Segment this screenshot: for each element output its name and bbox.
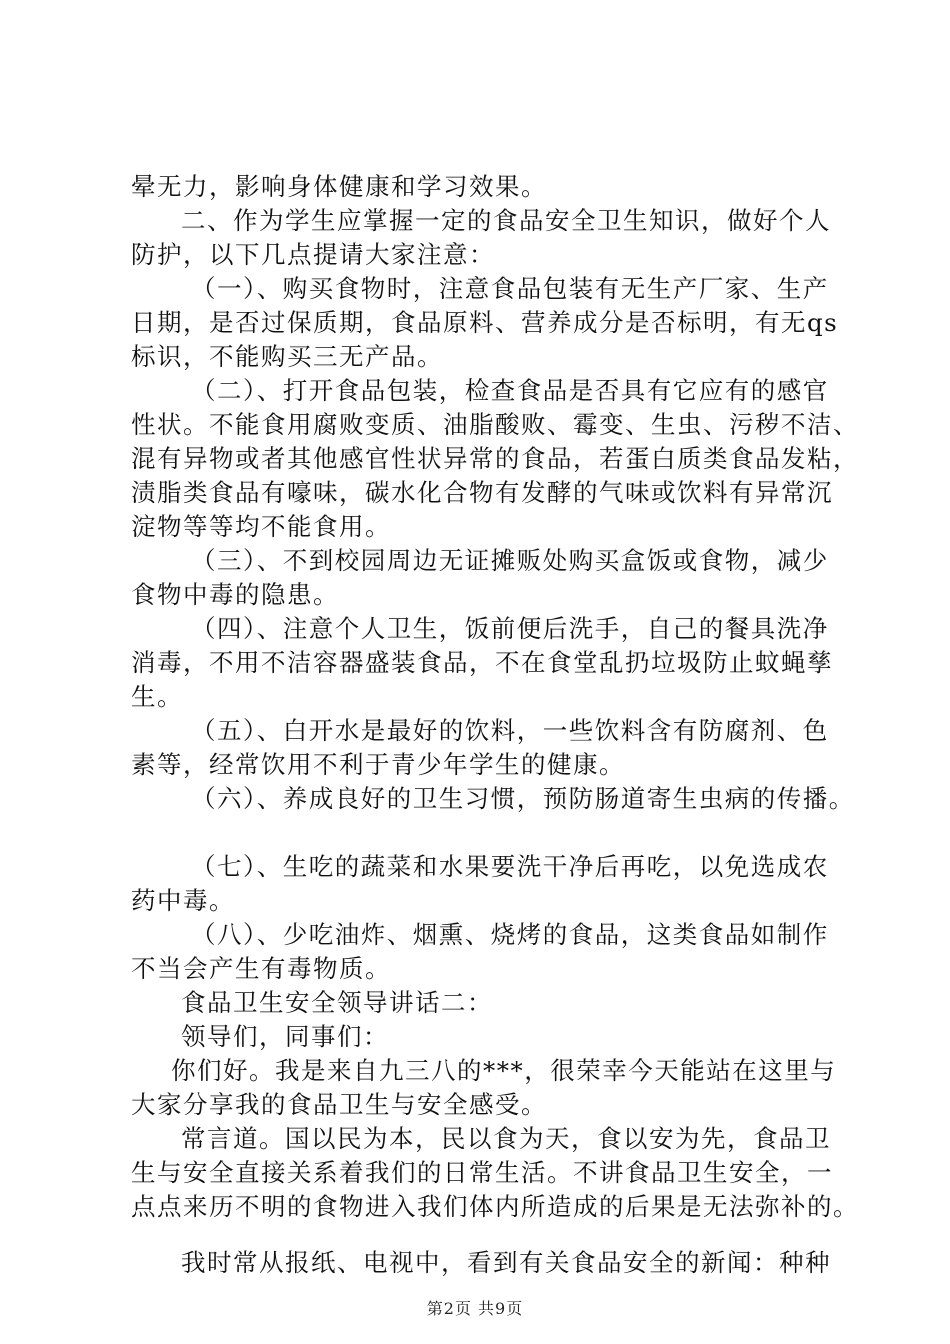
text-line: （七）、生吃的蔬菜和水果要洗干净后再吃，以免选成农 bbox=[191, 852, 829, 881]
text-line: （五）、白开水是最好的饮料，一些饮料含有防腐剂、色 bbox=[191, 716, 829, 745]
page-footer: 第2页 共9页 bbox=[426, 1299, 524, 1318]
text-line: 食物中毒的隐患。 bbox=[131, 580, 339, 609]
text-line: 常言道。国以民为本，民以食为天，食以安为先，食品卫 bbox=[181, 1124, 831, 1153]
text-line: 标识，不能购买三无产品。 bbox=[131, 342, 443, 371]
text-line: 药中毒。 bbox=[131, 886, 235, 915]
text-line: 食品卫生安全领导讲话二： bbox=[181, 988, 493, 1017]
text-line: （八）、少吃油炸、烟熏、烧烤的食品，这类食品如制作 bbox=[191, 920, 829, 949]
text-line: 混有异物或者其他感官性状异常的食品，若蛋白质类食品发粘， bbox=[131, 444, 859, 473]
text-line: （六）、养成良好的卫生习惯，预防肠道寄生虫病的传播。 bbox=[191, 784, 855, 813]
text-line: 领导们，同事们： bbox=[181, 1022, 389, 1051]
text-line: （三）、不到校园周边无证摊贩处购买盒饭或食物，减少 bbox=[191, 546, 829, 575]
text-line: 素等，经常饮用不利于青少年学生的健康。 bbox=[131, 750, 625, 779]
text-line: 生与安全直接关系着我们的日常生活。不讲食品卫生安全，一 bbox=[131, 1158, 833, 1187]
text-line: 我时常从报纸、电视中，看到有关食品安全的新闻：种种 bbox=[181, 1248, 831, 1277]
text-line: 点点来历不明的食物进入我们体内所造成的后果是无法弥补的。 bbox=[131, 1192, 859, 1221]
text-line: （一）、购买食物时，注意食品包装有无生产厂家、生产 bbox=[191, 274, 829, 303]
text-line: 性状。不能食用腐败变质、油脂酸败、霉变、生虫、污秽不洁、 bbox=[131, 410, 859, 439]
text-line: 不当会产生有毒物质。 bbox=[131, 954, 391, 983]
text-line: 防护，以下几点提请大家注意： bbox=[131, 240, 495, 269]
text-line: 日期，是否过保质期，食品原料、营养成分是否标明，有无qs bbox=[131, 308, 839, 337]
text-line: 二、作为学生应掌握一定的食品安全卫生知识，做好个人 bbox=[181, 206, 831, 235]
text-line: 你们好。我是来自九三八的***，很荣幸今天能站在这里与 bbox=[171, 1056, 837, 1085]
paragraph-gap bbox=[131, 816, 841, 850]
text-line: （四）、注意个人卫生，饭前便后洗手，自己的餐具洗净 bbox=[191, 614, 829, 643]
text-line: （二）、打开食品包装，检查食品是否具有它应有的感官 bbox=[191, 376, 829, 405]
text-line: 渍脂类食品有嚎味，碳水化合物有发酵的气味或饮料有异常沉 bbox=[131, 478, 833, 507]
text-line: 晕无力，影响身体健康和学习效果。 bbox=[131, 172, 547, 201]
text-line: 生。 bbox=[131, 682, 183, 711]
text-line: 淀物等等均不能食用。 bbox=[131, 512, 391, 541]
paragraph-gap bbox=[131, 1224, 841, 1246]
document-body bbox=[131, 170, 859, 1280]
text-line: 消毒，不用不洁容器盛装食品，不在食堂乱扔垃圾防止蚊蝇孳 bbox=[131, 648, 833, 677]
text-line: 大家分享我的食品卫生与安全感受。 bbox=[131, 1090, 547, 1119]
